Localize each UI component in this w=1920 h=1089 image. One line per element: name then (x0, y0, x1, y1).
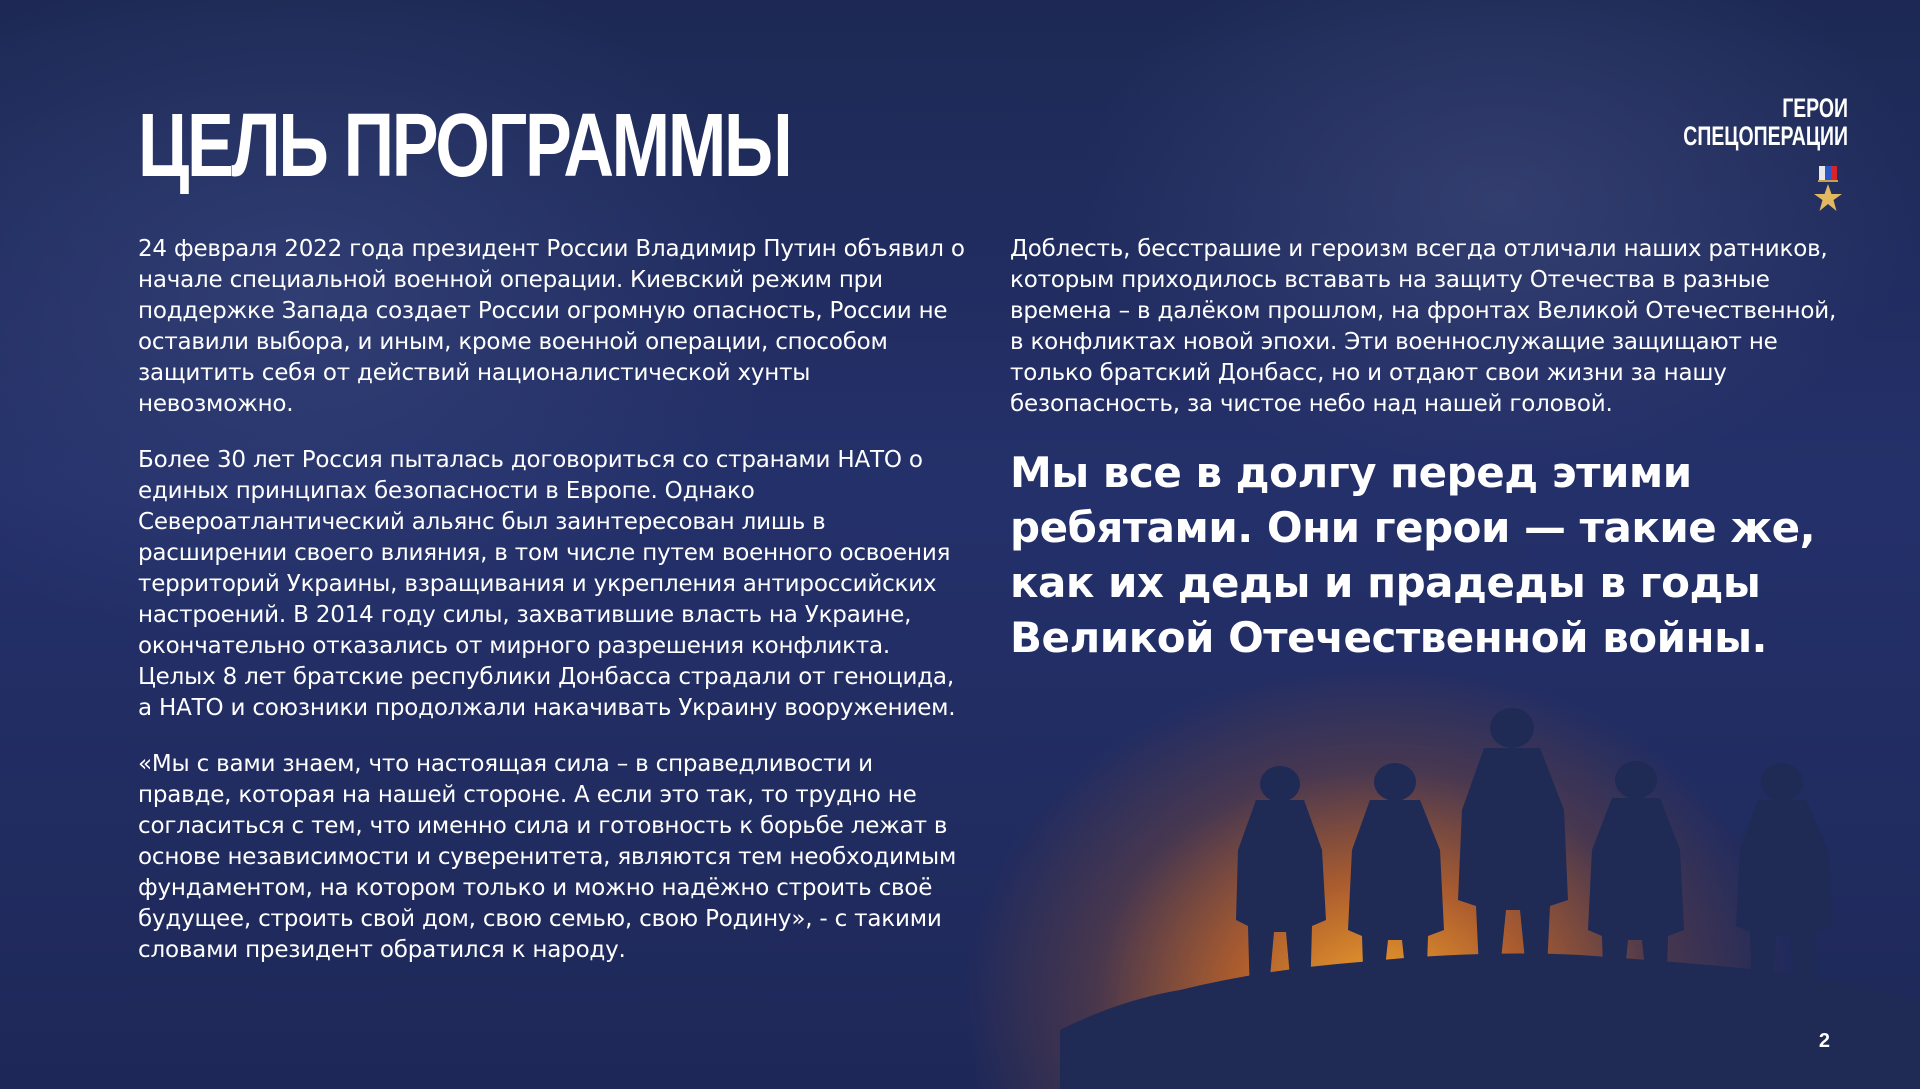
slide-title: ЦЕЛЬ ПРОГРАММЫ (138, 96, 791, 196)
hero-star-medal-icon (1814, 166, 1842, 214)
soldiers-silhouette-icon (1060, 700, 1920, 1089)
logo-line-2: СПЕЦОПЕРАЦИИ (1683, 121, 1848, 151)
left-paragraph-2: Более 30 лет Россия пыталась договориться со странами НАТО о единых принципах безопасности в Европе. Однако Североатлантический альянс был заинтересован лишь в расширении своего влияния, в том числе путем военного освоения территорий Украины, взращивания и укрепления антироссийских настроений. В 2014 году силы, захватившие власть на Украине, окончательно отказались от мирного разрешения конфликта. Целых 8 лет братские республики Донбасса страдали от геноцида, а НАТО и союзники продолжали накачивать Украину вооружением. (138, 447, 956, 721)
left-paragraph-1: 24 февраля 2022 года президент России Владимир Путин объявил о начале специальной военной операции. Киевский режим при поддержке Запада создает России огромную опасность, России не оставили выбора, и иным, кроме военной операции, способом защитить себя от действий националистической хунты невозможно. (138, 236, 965, 417)
right-paragraph: Доблесть, бесстрашие и героизм всегда отличали наших ратников, которым приходилось вставать на защиту Отечества в разные времена – в далёком прошлом, на фронтах Великой Отечественной, в конфликтах новой эпохи. Эти военнослужащие защищают не только братский Донбасс, но и отдают свои жизни за нашу безопасность, за чистое небо над нашей головой. (1010, 236, 1837, 417)
logo-line-1: ГЕРОИ (1782, 93, 1848, 123)
page-number: 2 (1818, 1030, 1830, 1052)
highlight-quote: Мы все в долгу перед этими ребятами. Они герои — такие же, как их деды и прадеды в годы Великой Отечественной войны. (1010, 448, 1816, 662)
left-column (138, 234, 968, 991)
left-paragraph-3: «Мы с вами знаем, что настоящая сила – в справедливости и правде, которая на нашей стороне. А если это так, то трудно не согласиться с тем, что именно сила и готовность к борьбе лежат в основе независимости и суверенитета, являются тем необходимым фундаментом, на котором только и можно надёжно строить своё будущее, строить свой дом, свою семью, свою Родину», - с такими словами президент обратился к народу. (138, 751, 957, 963)
logo (1608, 94, 1848, 150)
right-column (1010, 234, 1840, 665)
